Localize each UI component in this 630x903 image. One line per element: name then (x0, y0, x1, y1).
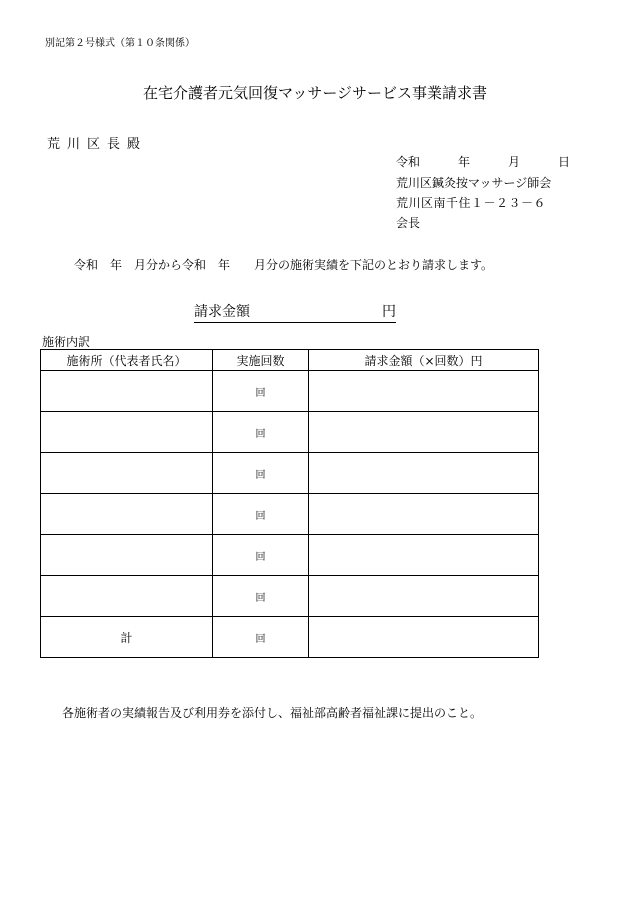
provider-cell[interactable] (41, 576, 213, 617)
provider-cell[interactable] (41, 371, 213, 412)
total-count-cell[interactable]: 回 (213, 617, 309, 658)
count-cell[interactable]: 回 (213, 576, 309, 617)
amount-cell[interactable] (309, 494, 539, 535)
header-count: 実施回数 (213, 350, 309, 371)
table-row (41, 412, 539, 453)
table-total-row (41, 617, 539, 658)
count-cell[interactable]: 回 (213, 371, 309, 412)
table-row (41, 494, 539, 535)
provider-cell[interactable] (41, 535, 213, 576)
date-day: 日 (557, 155, 570, 169)
issuer-title: 会長 (396, 216, 421, 230)
treatment-detail-table (40, 349, 539, 658)
count-cell[interactable]: 回 (213, 453, 309, 494)
provider-cell[interactable] (41, 412, 213, 453)
amount-cell[interactable] (309, 371, 539, 412)
amount-cell[interactable] (309, 453, 539, 494)
request-amount-unit: 円 (382, 304, 396, 320)
footer-note: 各施術者の実績報告及び利用券を添付し、福祉部高齢者福祉課に提出のこと。 (62, 706, 483, 720)
count-cell[interactable]: 回 (213, 494, 309, 535)
request-amount-label: 請求金額 (194, 304, 250, 320)
form-number: 別記第２号様式（第１０条関係） (45, 38, 195, 49)
date-year: 年 (457, 155, 470, 169)
amount-cell[interactable] (309, 412, 539, 453)
count-cell[interactable]: 回 (213, 535, 309, 576)
header-provider: 施術所（代表者氏名） (41, 350, 213, 371)
addressee: 荒川区長殿 (47, 137, 148, 152)
document-title: 在宅介護者元気回復マッサージサービス事業請求書 (142, 84, 488, 102)
request-amount-line (194, 301, 396, 323)
total-label: 計 (41, 617, 213, 658)
table-row (41, 535, 539, 576)
request-statement: 令和 年 月分から令和 年 月分の施術実績を下記のとおり請求します。 (74, 258, 494, 272)
total-amount-cell[interactable] (309, 617, 539, 658)
header-amount: 請求金額（×回数）円 (309, 350, 539, 371)
date-line (396, 153, 570, 170)
count-cell[interactable]: 回 (213, 412, 309, 453)
date-month: 月 (507, 155, 520, 169)
table-header-row (41, 350, 539, 371)
date-era: 令和 (396, 155, 421, 169)
provider-cell[interactable] (41, 453, 213, 494)
amount-cell[interactable] (309, 576, 539, 617)
table-row (41, 453, 539, 494)
issuer-address: 荒川区南千住１－２３－６ (396, 196, 547, 210)
table-row (41, 371, 539, 412)
table-caption: 施術内訳 (42, 335, 91, 349)
table-row (41, 576, 539, 617)
amount-cell[interactable] (309, 535, 539, 576)
provider-cell[interactable] (41, 494, 213, 535)
issuer-organization: 荒川区鍼灸按マッサージ師会 (396, 176, 552, 190)
